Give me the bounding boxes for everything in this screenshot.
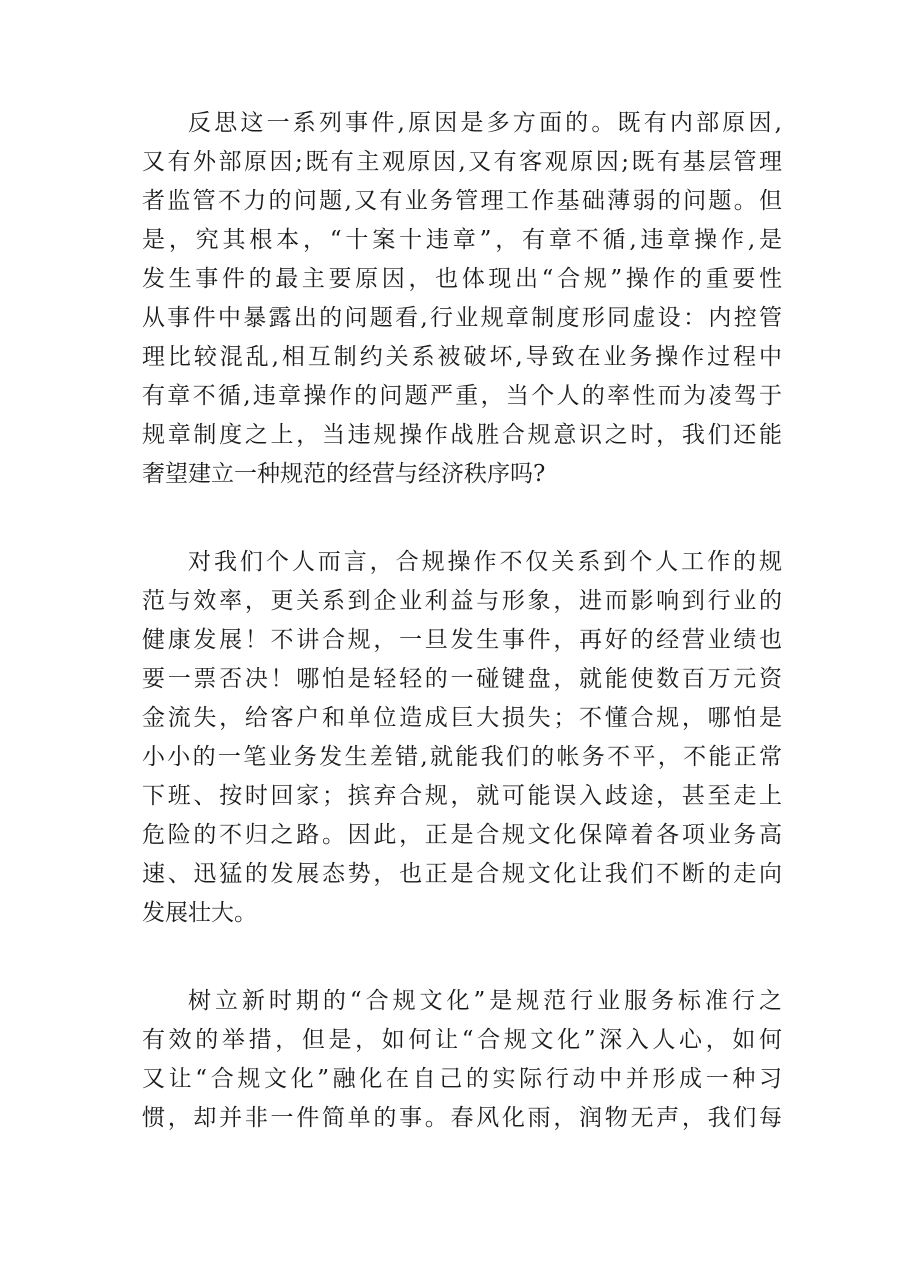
- text-line: 有章不循,违章操作的问题严重，当个人的率性而为凌驾于: [142, 383, 782, 409]
- text-line: 又让“合规文化”融化在自己的实际行动中并形成一种习: [142, 1066, 782, 1092]
- text-line: 从事件中暴露出的问题看,行业规章制度形同虚设：内控管: [142, 305, 782, 331]
- text-line: 理比较混乱,相互制约关系被破坏,导致在业务操作过程中: [142, 344, 782, 370]
- text-line: 奢望建立一种规范的经营与经济秩序吗?: [142, 461, 546, 487]
- text-line: 有效的举措，但是，如何让“合规文化”深入人心，如何: [142, 1027, 782, 1053]
- text-line: 惯，却并非一件简单的事。春风化雨，润物无声，我们每: [142, 1105, 782, 1131]
- paragraph-2: [142, 543, 782, 933]
- text-line: 是，究其根本，“十案十违章”，有章不循,违章操作,是: [142, 227, 782, 253]
- text-line: 小小的一笔业务发生差错,就能我们的帐务不平，不能正常: [142, 744, 782, 770]
- paragraph-3: [142, 982, 782, 1138]
- text-line: 规章制度之上，当违规操作战胜合规意识之时，我们还能: [142, 422, 782, 448]
- text-line: 要一票否决！哪怕是轻轻的一碰键盘，就能使数百万元资: [142, 666, 782, 692]
- text-line: 范与效率，更关系到企业利益与形象，进而影响到行业的: [142, 588, 782, 614]
- text-line: 发展壮大。: [142, 900, 257, 926]
- text-line: 金流失，给客户和单位造成巨大损失；不懂合规，哪怕是: [142, 705, 782, 731]
- text-line: 对我们个人而言，合规操作不仅关系到个人工作的规: [188, 549, 782, 575]
- text-line: 速、迅猛的发展态势，也正是合规文化让我们不断的走向: [142, 861, 782, 887]
- paragraph-1: [142, 104, 782, 494]
- text-line: 下班、按时回家；摈弃合规，就可能误入歧途，甚至走上: [142, 783, 782, 809]
- text-line: 树立新时期的“合规文化”是规范行业服务标准行之: [188, 988, 782, 1014]
- text-line: 反思这一系列事件,原因是多方面的。既有内部原因,: [188, 110, 782, 136]
- text-line: 危险的不归之路。因此，正是合规文化保障着各项业务高: [142, 822, 782, 848]
- text-line: 健康发展！不讲合规，一旦发生事件，再好的经营业绩也: [142, 627, 782, 653]
- text-line: 发生事件的最主要原因，也体现出“合规”操作的重要性: [142, 266, 782, 292]
- text-line: 者监管不力的问题,又有业务管理工作基础薄弱的问题。但: [142, 188, 782, 214]
- text-line: 又有外部原因;既有主观原因,又有客观原因;既有基层管理: [142, 149, 782, 175]
